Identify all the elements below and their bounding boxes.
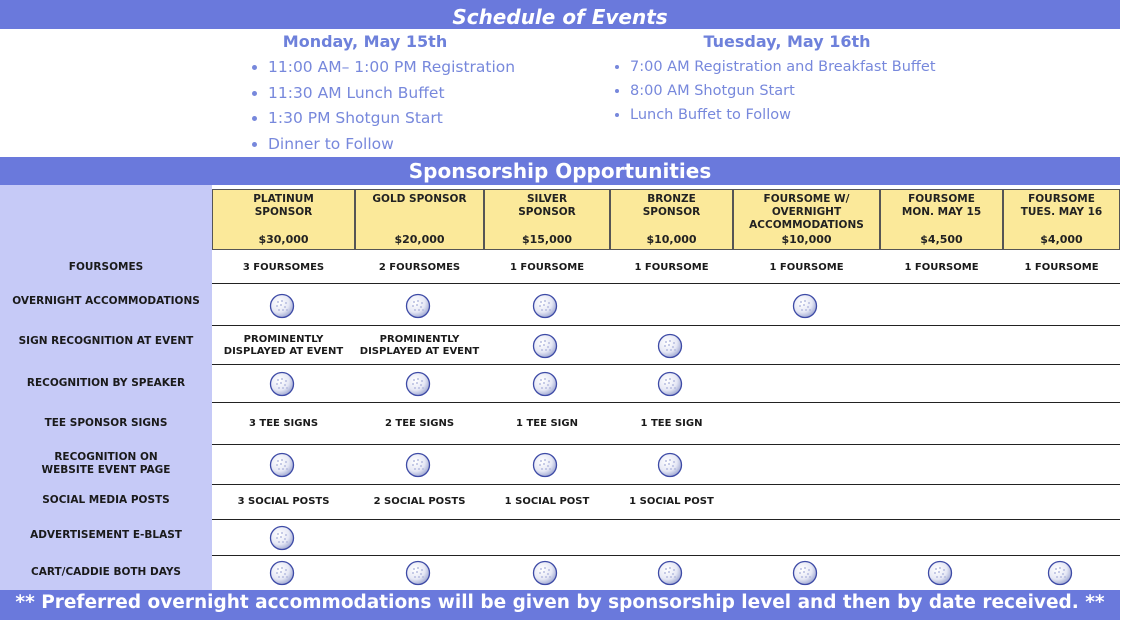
sponsor-level-price: $4,500 xyxy=(920,233,963,246)
row-label: CART/CADDIE BOTH DAYS xyxy=(31,566,181,578)
monday-item: • Dinner to Follow xyxy=(268,132,570,158)
sponsor-level-price: $10,000 xyxy=(646,233,697,246)
table-cell: 3 FOURSOMES xyxy=(242,261,325,273)
sponsor-level-name: FOURSOME W/ OVERNIGHT ACCOMMODATIONS xyxy=(749,193,864,231)
sponsor-level-name: FOURSOME TUES. MAY 16 xyxy=(1020,193,1103,218)
golf-ball-icon xyxy=(405,371,431,397)
sponsor-level-header xyxy=(484,189,610,250)
golf-ball-icon xyxy=(532,560,558,586)
sponsor-level-price: $4,000 xyxy=(1040,233,1083,246)
table-cell: 1 TEE SIGN xyxy=(516,418,578,429)
sponsor-level-header xyxy=(610,189,733,250)
golf-ball-icon xyxy=(405,452,431,478)
golf-ball-icon xyxy=(269,560,295,586)
tuesday-schedule xyxy=(612,32,992,127)
sponsor-level-header xyxy=(733,189,880,250)
sponsor-level-name: SILVER SPONSOR xyxy=(518,193,576,218)
sponsor-level-header xyxy=(212,189,355,250)
golf-ball-icon xyxy=(532,333,558,359)
golf-ball-icon xyxy=(269,525,295,551)
monday-list xyxy=(250,55,570,157)
row-label: RECOGNITION ON WEBSITE EVENT PAGE xyxy=(41,451,171,476)
sponsorship-title-banner xyxy=(0,157,1120,185)
table-cell: 1 FOURSOME xyxy=(1024,261,1099,273)
schedule-title: Schedule of Events xyxy=(452,5,668,29)
golf-ball-icon xyxy=(532,371,558,397)
monday-title: Monday, May 15th xyxy=(282,32,448,51)
sponsor-level-name: PLATINUM SPONSOR xyxy=(253,193,314,218)
table-cell: PROMINENTLY DISPLAYED AT EVENT xyxy=(359,333,480,357)
footer-note: ** Preferred overnight accommodations will be given by sponsorship level and then by date received. ** xyxy=(15,592,1105,613)
golf-ball-icon xyxy=(927,560,953,586)
table-cell: 3 TEE SIGNS xyxy=(248,418,319,429)
table-cell: 1 FOURSOME xyxy=(904,261,979,273)
sponsor-level-price: $30,000 xyxy=(258,233,309,246)
footer-note-banner xyxy=(0,590,1120,620)
sponsor-level-name: BRONZE SPONSOR xyxy=(642,193,701,218)
table-cell: 2 FOURSOMES xyxy=(378,261,461,273)
table-cell: 1 SOCIAL POST xyxy=(504,496,590,507)
row-divider xyxy=(212,402,1120,403)
golf-ball-icon xyxy=(657,560,683,586)
row-divider xyxy=(212,519,1120,520)
row-label: TEE SPONSOR SIGNS xyxy=(44,417,168,429)
golf-ball-icon xyxy=(1047,560,1073,586)
tuesday-title: Tuesday, May 16th xyxy=(703,32,871,51)
sponsor-level-name: GOLD SPONSOR xyxy=(372,193,467,205)
row-divider xyxy=(212,484,1120,485)
table-cell: 1 FOURSOME xyxy=(769,261,844,273)
row-label: RECOGNITION BY SPEAKER xyxy=(26,377,186,389)
golf-ball-icon xyxy=(657,333,683,359)
table-cell: 1 SOCIAL POST xyxy=(629,496,714,507)
golf-ball-icon xyxy=(792,293,818,319)
sponsor-level-name: FOURSOME MON. MAY 15 xyxy=(901,193,982,218)
row-label: SIGN RECOGNITION AT EVENT xyxy=(18,335,194,347)
row-label: ADVERTISEMENT E-BLAST xyxy=(30,529,182,541)
monday-item: • 11:00 AM– 1:00 PM Registration xyxy=(268,55,570,81)
golf-ball-icon xyxy=(657,371,683,397)
sponsor-level-header xyxy=(1003,189,1120,250)
table-cell: 2 SOCIAL POSTS xyxy=(373,496,466,507)
sponsor-level-price: $10,000 xyxy=(781,233,832,246)
sponsor-level-price: $15,000 xyxy=(521,233,573,246)
golf-ball-icon xyxy=(532,452,558,478)
golf-ball-icon xyxy=(657,452,683,478)
sponsor-level-header xyxy=(355,189,484,250)
table-cell: 2 TEE SIGNS xyxy=(384,418,455,429)
row-divider xyxy=(212,444,1120,445)
tuesday-list xyxy=(612,55,992,127)
golf-ball-icon xyxy=(405,293,431,319)
schedule-title-banner xyxy=(0,0,1120,29)
golf-ball-icon xyxy=(792,560,818,586)
tuesday-item: • Lunch Buffet to Follow xyxy=(630,103,992,127)
row-divider xyxy=(212,364,1120,365)
row-divider xyxy=(212,555,1120,556)
table-cell: 1 FOURSOME xyxy=(509,261,585,273)
row-divider xyxy=(212,283,1120,284)
row-divider xyxy=(212,325,1120,326)
row-label: OVERNIGHT ACCOMMODATIONS xyxy=(12,295,200,307)
table-cell: 1 TEE SIGN xyxy=(640,418,703,429)
row-label: FOURSOMES xyxy=(68,261,144,273)
golf-ball-icon xyxy=(269,371,295,397)
tuesday-item: • 8:00 AM Shotgun Start xyxy=(630,79,992,103)
golf-ball-icon xyxy=(269,452,295,478)
tuesday-item: • 7:00 AM Registration and Breakfast Buffet xyxy=(630,55,992,79)
sponsorship-title: Sponsorship Opportunities xyxy=(408,159,712,183)
table-cell: 3 SOCIAL POSTS xyxy=(237,496,330,507)
sponsor-level-price: $20,000 xyxy=(394,233,445,246)
table-cell: 1 FOURSOME xyxy=(634,261,709,273)
golf-ball-icon xyxy=(532,293,558,319)
table-cell: PROMINENTLY DISPLAYED AT EVENT xyxy=(223,333,344,357)
golf-ball-icon xyxy=(269,293,295,319)
sponsor-level-header xyxy=(880,189,1003,250)
monday-item: • 11:30 AM Lunch Buffet xyxy=(268,81,570,107)
monday-schedule xyxy=(250,32,570,157)
golf-ball-icon xyxy=(405,560,431,586)
row-label: SOCIAL MEDIA POSTS xyxy=(42,494,170,506)
monday-item: • 1:30 PM Shotgun Start xyxy=(268,106,570,132)
